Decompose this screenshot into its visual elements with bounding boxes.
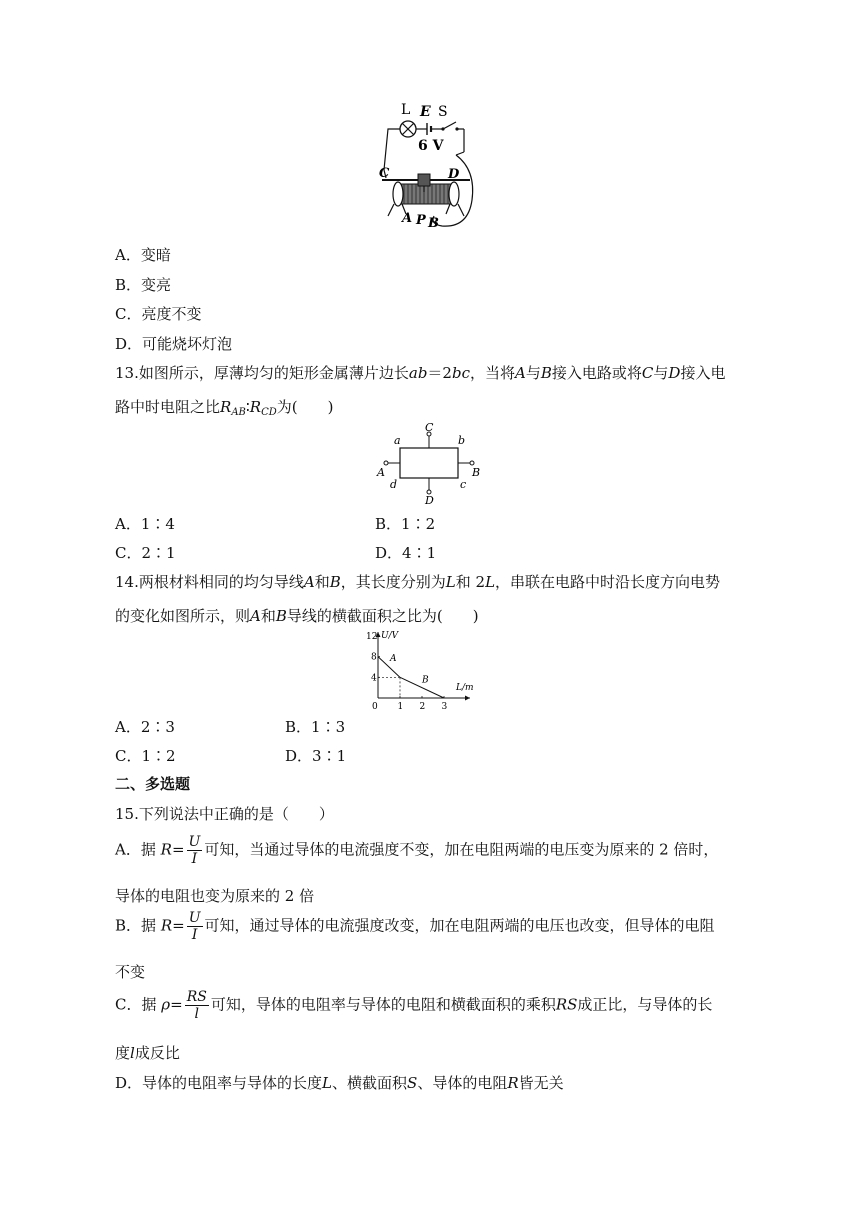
label-c: C bbox=[379, 166, 390, 181]
q13-stem: 13.如图所示，厚薄均匀的矩形金属薄片边长ab＝2bc，当将A与B接入电路或将C与D接入电路中时电阻之比$R_{AB}∶R_{CD}$为( ) bbox=[115, 364, 726, 418]
q12-option-d: D．可能烧坏灯泡 bbox=[115, 335, 233, 353]
voltage-length-chart bbox=[364, 628, 480, 710]
slider-p bbox=[418, 174, 430, 186]
label-fig13-d-lower: d bbox=[390, 478, 398, 491]
series-label-a: A bbox=[390, 654, 397, 664]
series-line-a bbox=[378, 657, 400, 678]
y-tick-label: 12 bbox=[366, 632, 378, 642]
label-fig13-b: b bbox=[458, 434, 466, 447]
q15-option-c: C．据 ρ= $\frac{RS}{l}$ 可知，导体的电阻率与导体的电阻和横截面积的乘积RS成正比，与导体的长 bbox=[115, 989, 713, 1022]
label-d: D bbox=[448, 167, 460, 182]
label-fig13-c: C bbox=[425, 421, 434, 434]
q14-option-d: D．3∶1 bbox=[285, 747, 347, 765]
label-6v: 6 V bbox=[418, 138, 444, 154]
q15-option-a: A．据 R= $\frac{U}{I}$ 可知，当通过导体的电流强度不变，加在电阻两端的电压变为原来的 2 倍时， bbox=[115, 834, 719, 867]
q13-option-a: A．1∶4 bbox=[115, 515, 175, 533]
x-tick-label: 1 bbox=[397, 702, 404, 710]
q13-option-c: C．2∶1 bbox=[115, 544, 176, 562]
q13-option-b: B．1∶2 bbox=[375, 515, 436, 533]
label-fig13-a: a bbox=[394, 434, 401, 447]
q13-option-d: D．4∶1 bbox=[375, 544, 437, 562]
q14-option-a: A．2∶3 bbox=[115, 718, 175, 736]
y-tick-label: 8 bbox=[371, 652, 377, 663]
x-axis-arrow bbox=[465, 696, 470, 701]
q15-option-b-cont: 不变 bbox=[115, 963, 146, 981]
q12-option-b: B．变亮 bbox=[115, 276, 172, 294]
q15-option-a-cont: 导体的电阻也变为原来的 2 倍 bbox=[115, 887, 315, 905]
circuit-rheostat-figure bbox=[372, 100, 492, 232]
y-tick-label: 4 bbox=[371, 673, 377, 684]
label-b: B bbox=[428, 216, 439, 231]
series-label-b: B bbox=[422, 675, 429, 686]
label-e: E bbox=[420, 104, 431, 120]
metal-plate bbox=[400, 448, 458, 478]
switch-symbol bbox=[444, 122, 456, 129]
metal-plate-figure bbox=[372, 420, 488, 506]
x-tick-label: 0 bbox=[372, 702, 378, 710]
label-s: S bbox=[438, 104, 448, 120]
q15-stem: 15.下列说法中正确的是（ ） bbox=[115, 805, 334, 823]
q15-option-b: B．据 R= $\frac{U}{I}$ 可知，通过导体的电流强度改变，加在电阻两端的电压也改变，但导体的电阻 bbox=[115, 910, 715, 943]
label-fig13-b-upper: B bbox=[472, 466, 481, 479]
x-tick-label: 3 bbox=[441, 702, 448, 710]
q12-option-a: A．变暗 bbox=[115, 246, 171, 264]
q15-option-c-cont: 度l成反比 bbox=[115, 1044, 180, 1062]
label-a: A bbox=[402, 211, 413, 226]
section-title-multi-choice: 二、多选题 bbox=[115, 775, 191, 793]
q15-option-d: D．导体的电阻率与导体的长度L、横截面积S、导体的电阻R皆无关 bbox=[115, 1074, 564, 1092]
q14-stem: 14.两根材料相同的均匀导线A和B，其长度分别为L和 2L，串联在电路中时沿长度方向电势的变化如图所示，则A和B导线的横截面积之比为( ) bbox=[115, 573, 721, 625]
label-fig13-c-lower: c bbox=[460, 478, 467, 491]
label-l: L bbox=[401, 102, 411, 118]
y-axis-label: U/V bbox=[381, 631, 399, 641]
q12-option-c: C．亮度不变 bbox=[115, 305, 202, 323]
label-fig13-a-upper: A bbox=[377, 466, 385, 479]
q14-option-c: C．1∶2 bbox=[115, 747, 176, 765]
x-tick-label: 2 bbox=[419, 702, 426, 710]
label-p: P bbox=[416, 213, 426, 228]
q14-option-b: B．1∶3 bbox=[285, 718, 346, 736]
label-fig13-d: D bbox=[425, 494, 434, 506]
x-axis-label: L/m bbox=[456, 683, 474, 693]
